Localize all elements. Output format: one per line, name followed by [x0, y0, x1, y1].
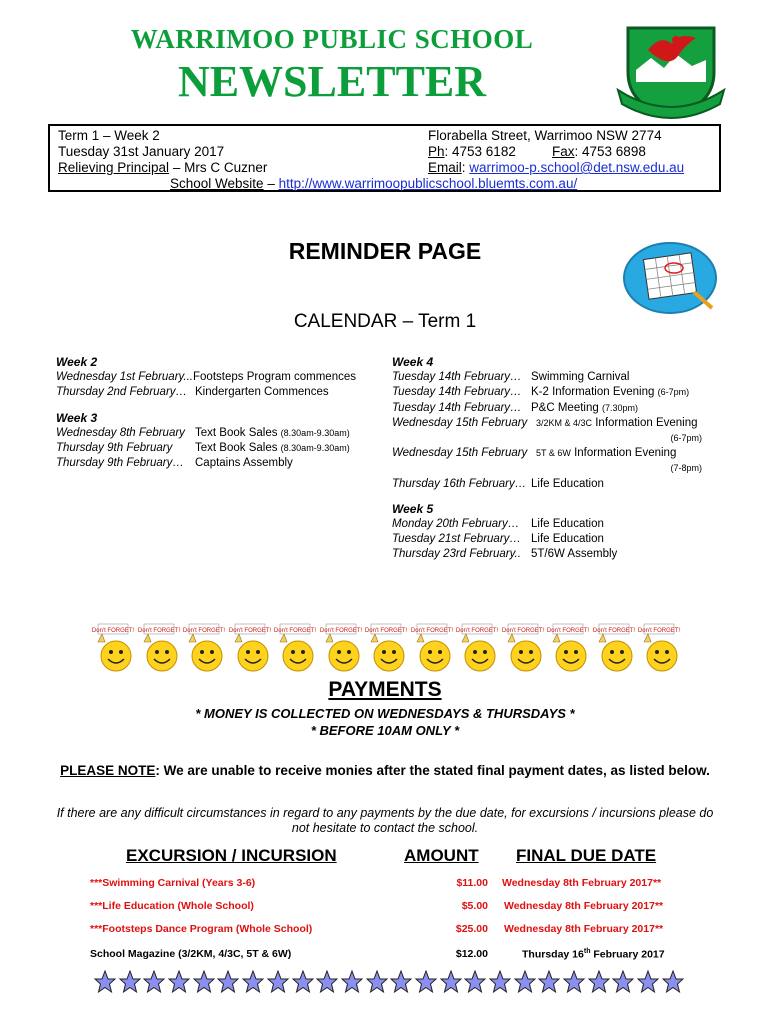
email-link[interactable]: warrimoo-p.school@det.nsw.edu.au — [469, 160, 685, 175]
website-link[interactable]: http://www.warrimoopublicschool.bluemts.com.au/ — [278, 176, 578, 191]
money-collection-note — [0, 705, 770, 739]
svg-text:Don't FORGET!: Don't FORGET! — [137, 628, 180, 634]
difficult-circumstances-note: If there are any difficult circumstances in regard to any payments by the due date, for excursions / incursions please do not hesitate to contact the school. — [56, 806, 714, 835]
phone-line — [428, 144, 516, 159]
star-icon — [193, 970, 215, 994]
star-icon — [267, 970, 289, 994]
money-line-2: * BEFORE 10AM ONLY * — [310, 723, 460, 738]
star-icon — [563, 970, 585, 994]
svg-text:Don't FORGET!: Don't FORGET! — [183, 628, 226, 634]
website-label: School Website — [170, 176, 264, 191]
school-address: Florabella Street, Warrimoo NSW 2774 — [428, 128, 662, 143]
calendar-entry: Wednesday 1st February...Footsteps Program commences — [56, 371, 356, 384]
star-icon — [464, 970, 486, 994]
payment-row-due: Wednesday 8th February 2017** — [504, 900, 664, 912]
svg-text:Don't FORGET!: Don't FORGET! — [501, 628, 544, 634]
star-icon — [415, 970, 437, 994]
payment-row-due: Wednesday 8th February 2017** — [504, 923, 664, 935]
svg-text:Don't FORGET!: Don't FORGET! — [228, 628, 271, 634]
star-icon — [514, 970, 536, 994]
dont-forget-smiley-icon — [320, 622, 364, 674]
star-icon — [119, 970, 141, 994]
star-icon — [143, 970, 165, 994]
payment-row-name: ***Footsteps Dance Program (Whole School) — [90, 923, 313, 935]
svg-text:Don't FORGET!: Don't FORGET! — [92, 628, 135, 634]
svg-text:Don't FORGET!: Don't FORGET! — [547, 628, 590, 634]
please-note — [50, 762, 720, 779]
payment-row-amount: $5.00 — [461, 900, 488, 912]
star-icon — [390, 970, 412, 994]
fax-line — [552, 144, 646, 159]
phone-value: : 4753 6182 — [444, 144, 516, 159]
col-header-amount: AMOUNT — [404, 846, 479, 865]
payments-title: PAYMENTS — [328, 678, 442, 701]
calendar-left-column — [56, 355, 356, 471]
star-icon — [341, 970, 363, 994]
payment-row-name: ***Life Education (Whole School) — [90, 900, 254, 912]
payment-row-name: School Magazine (3/2KM, 4/3C, 5T & 6W) — [90, 948, 292, 960]
payment-row-amount: $25.00 — [455, 923, 488, 935]
school-name: WARRIMOO PUBLIC SCHOOL — [130, 24, 534, 54]
calendar-entry: Thursday 16th February… Life Education — [392, 477, 604, 490]
svg-text:Don't FORGET!: Don't FORGET! — [456, 628, 499, 634]
dont-forget-smiley-icon — [365, 622, 409, 674]
please-note-text: : We are unable to receive monies after the stated final payment dates, as listed below. — [155, 763, 710, 778]
svg-text:Don't FORGET!: Don't FORGET! — [592, 628, 635, 634]
payment-row-due: Wednesday 8th February 2017** — [502, 877, 662, 889]
dont-forget-smiley-icon — [138, 622, 182, 674]
dont-forget-smiley-icon — [411, 622, 455, 674]
star-icon — [366, 970, 388, 994]
star-icon — [316, 970, 338, 994]
dont-forget-smiley-icon — [456, 622, 500, 674]
calendar-right-column — [392, 355, 702, 563]
calendar-entry: Tuesday 14th February… P&C Meeting (7.30pm) — [392, 401, 638, 414]
calendar-entry: Tuesday 14th February… Swimming Carnival — [392, 371, 630, 384]
star-icon — [168, 970, 190, 994]
fax-label: Fax — [552, 144, 575, 159]
payment-row-due: Thursday 16th February 2017 — [522, 948, 665, 961]
reminder-page-title: REMINDER PAGE — [288, 238, 482, 264]
week4-heading: Week 4 — [392, 355, 434, 369]
payment-row-name: ***Swimming Carnival (Years 3-6) — [90, 877, 256, 889]
email-line: Email: warrimoo-p.school@det.nsw.edu.au — [428, 160, 685, 175]
website-line: School Website – http://www.warrimoopublicschool.bluemts.com.au/ — [170, 176, 578, 191]
calendar-entry: Tuesday 14th February… K-2 Information Evening (6-7pm) — [392, 386, 690, 399]
calendar-entry: Thursday 9th February… Captains Assembly — [56, 457, 293, 470]
fax-value: : 4753 6898 — [574, 144, 646, 159]
newsletter-date: Tuesday 31st January 2017 — [58, 144, 225, 159]
calendar-entry: Wednesday 15th February 5T & 6W Information Evening — [392, 447, 677, 460]
star-icon — [612, 970, 634, 994]
principal-name: – Mrs C Cuzner — [169, 160, 268, 175]
dont-forget-smiley-icon — [92, 622, 136, 674]
money-line-1: * MONEY IS COLLECTED ON WEDNESDAYS & THURSDAYS * — [195, 706, 575, 721]
calendar-entry: Thursday 2nd February… Kindergarten Commences — [56, 386, 329, 399]
svg-text:Don't FORGET!: Don't FORGET! — [365, 628, 408, 634]
dont-forget-smiley-icon — [274, 622, 318, 674]
week2-heading: Week 2 — [56, 355, 98, 369]
svg-text:Don't FORGET!: Don't FORGET! — [638, 628, 681, 634]
star-icon — [489, 970, 511, 994]
dont-forget-smiley-icon — [593, 622, 637, 674]
please-note-label: PLEASE NOTE — [60, 763, 156, 778]
dont-forget-smiley-icon — [502, 622, 546, 674]
calendar-entry-time: (7-8pm) — [670, 463, 702, 474]
week5-heading: Week 5 — [392, 501, 434, 516]
week3-heading: Week 3 — [56, 410, 98, 425]
dont-forget-smiley-icon — [229, 622, 273, 674]
star-icon — [217, 970, 239, 994]
svg-text:Don't FORGET!: Don't FORGET! — [410, 628, 453, 634]
dont-forget-smiley-icon — [183, 622, 227, 674]
svg-text:Don't FORGET!: Don't FORGET! — [274, 628, 317, 634]
star-icon — [538, 970, 560, 994]
email-label: Email — [428, 160, 462, 175]
col-header-due-date: FINAL DUE DATE — [516, 846, 657, 865]
principal-label: Relieving Principal — [58, 160, 170, 175]
star-icon — [94, 970, 116, 994]
newsletter-title: NEWSLETTER — [177, 57, 487, 106]
payment-row-amount: $11.00 — [456, 877, 488, 889]
calendar-entry: Monday 20th February… Life Education — [392, 518, 604, 531]
calendar-entry: Wednesday 15th February 3/2KM & 4/3C Information Evening — [392, 416, 698, 429]
calendar-entry: Wednesday 8th February Text Book Sales (8.30am-9.30am) — [56, 426, 350, 439]
calendar-entry: Thursday 9th February Text Book Sales (8.30am-9.30am) — [56, 442, 350, 455]
star-icon — [588, 970, 610, 994]
contact-info-box — [48, 124, 721, 192]
star-icon — [637, 970, 659, 994]
svg-text:Don't FORGET!: Don't FORGET! — [319, 628, 362, 634]
phone-label: Ph — [428, 144, 445, 159]
term-week: Term 1 – Week 2 — [58, 128, 160, 143]
calendar-icon — [622, 240, 720, 316]
calendar-entry: Thursday 23rd February.. 5T/6W Assembly — [392, 548, 618, 561]
principal-line — [58, 160, 267, 175]
star-icon — [662, 970, 684, 994]
star-icon — [292, 970, 314, 994]
school-crest-logo — [616, 20, 726, 120]
calendar-entry: Tuesday 21st February… Life Education — [392, 533, 604, 546]
star-icon — [440, 970, 462, 994]
star-icon — [242, 970, 264, 994]
calendar-term-title: CALENDAR – Term 1 — [293, 311, 477, 332]
col-header-excursion: EXCURSION / INCURSION — [126, 846, 337, 865]
dont-forget-smiley-icon — [638, 622, 682, 674]
dont-forget-smileys — [92, 622, 682, 674]
payment-row-amount: $12.00 — [455, 948, 488, 960]
dont-forget-smiley-icon — [547, 622, 591, 674]
star-border — [94, 970, 684, 996]
calendar-entry-time: (6-7pm) — [670, 433, 702, 444]
